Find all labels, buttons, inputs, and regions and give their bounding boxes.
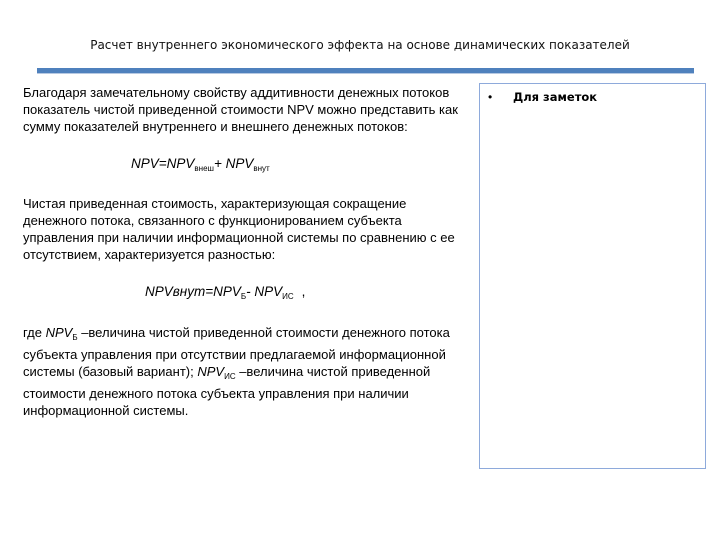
main-content — [23, 84, 468, 419]
definitions-text1: –величина чистой приведенной стоимости денежного потока субъекта управления при отсутствии предлагаемой информационной системы (базовый вариант); — [23, 325, 450, 379]
notes-bullet: • — [488, 90, 493, 104]
formula2-sub-is: ИС — [282, 292, 294, 301]
formula1-sub-external: внеш — [194, 164, 214, 173]
formula1-sub-internal: внут — [253, 164, 270, 173]
term-npv-is: $NPV_{ИС}$ — [197, 364, 236, 381]
notes-panel[interactable] — [479, 83, 706, 469]
title-underline-bar — [37, 68, 694, 73]
notes-label: Для заметок — [513, 90, 598, 104]
paragraph-difference: Чистая приведенная стоимость, характеризующая сокращение денежного потока, связанного с функционированием субъекта управления при наличии информационной системы по сравнению с ее отсутствием, характеризуется разностью: — [23, 196, 455, 262]
formula2-sub-base: Б — [240, 292, 247, 301]
formula2-lhs: NPVвнут=NPV — [145, 284, 241, 299]
formula1-lhs: NPV=NPV — [131, 156, 195, 171]
definitions-text2: –величина чистой приведенной стоимости денежного потока субъекта управления при наличии информационной системы. — [23, 364, 431, 418]
formula1-mid: + NPV — [213, 156, 254, 171]
slide-title: Расчет внутреннего экономического эффекта на основе динамических показателей — [90, 38, 630, 52]
formula2-tail: , — [301, 284, 306, 299]
term-npv-base: $NPV_Б$ — [45, 325, 78, 342]
definitions-lead: где — [23, 325, 46, 340]
formula2-mid: - NPV — [246, 284, 283, 299]
formula-npv-internal — [145, 283, 468, 305]
paragraph-intro: Благодаря замечательному свойству аддитивности денежных потоков показатель чистой приведенной стоимости NPV можно представить как сумму показателей внутреннего и внешнего денежных потоков: — [23, 85, 458, 134]
paragraph-definitions — [23, 324, 468, 419]
formula-npv-sum — [131, 155, 468, 177]
